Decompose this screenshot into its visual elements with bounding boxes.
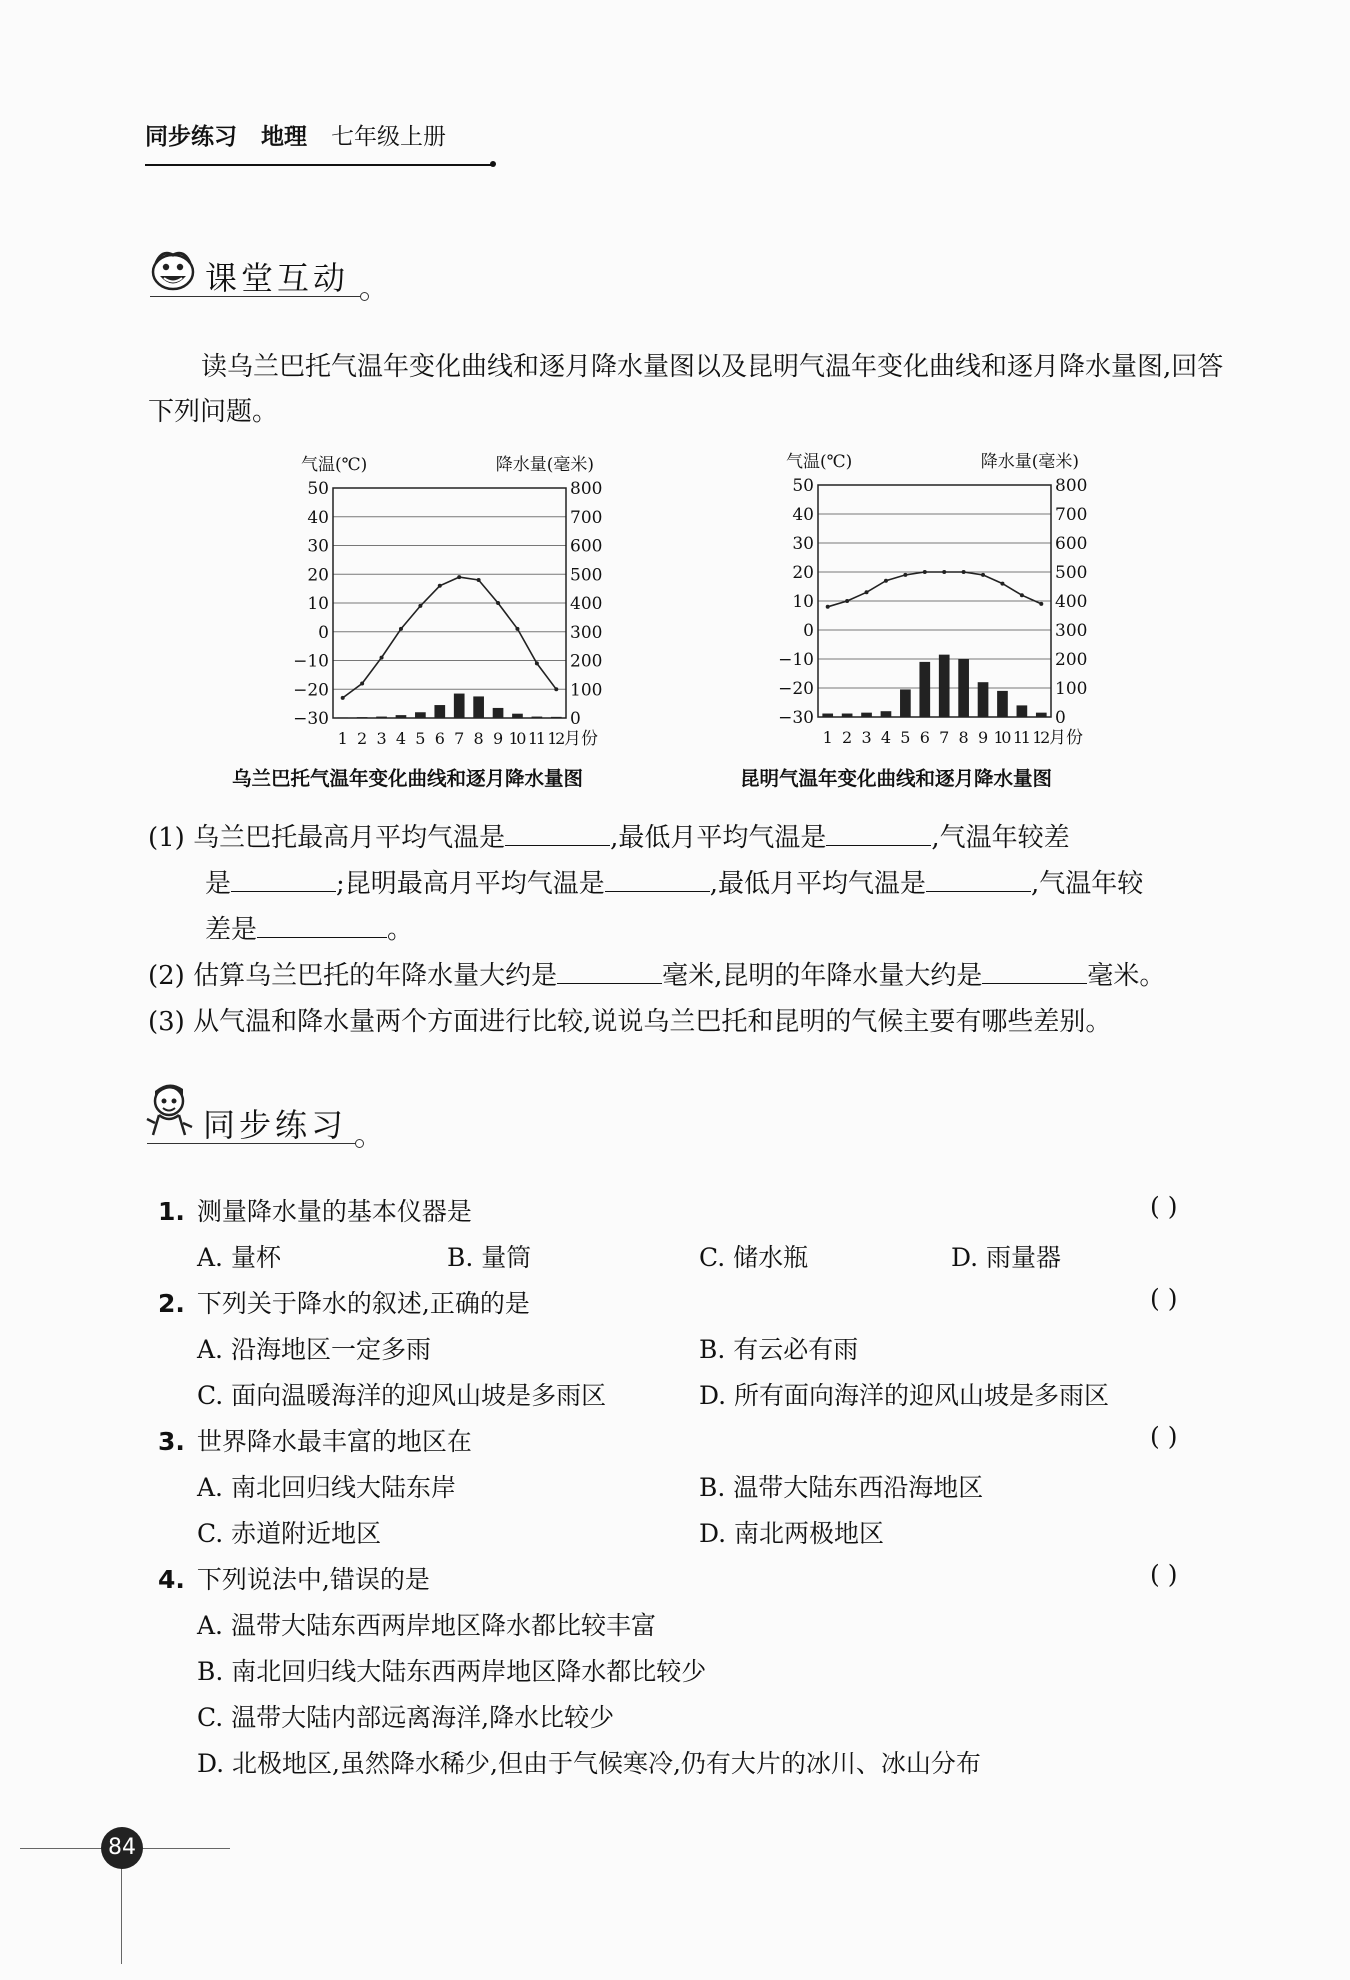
left-tick-label: 0 bbox=[803, 621, 814, 641]
x-axis-title: 月份 bbox=[564, 729, 598, 749]
precipitation-bar bbox=[842, 714, 853, 717]
left-tick-label: 30 bbox=[792, 534, 814, 554]
precipitation-bar bbox=[1017, 705, 1028, 717]
month-tick-label: 10 bbox=[993, 728, 1012, 747]
precipitation-bar bbox=[822, 714, 833, 717]
option-c: C. 面向温暖海洋的迎风山坡是多雨区 bbox=[197, 1381, 607, 1410]
mc-question-2: 2. 下列关于降水的叙述,正确的是 bbox=[158, 1289, 530, 1318]
right-tick-label: 300 bbox=[1055, 621, 1088, 641]
month-tick-label: 5 bbox=[415, 729, 426, 748]
precipitation-bar bbox=[900, 689, 911, 717]
precipitation-bar bbox=[861, 713, 872, 717]
option-b: B. 量筒 bbox=[447, 1243, 532, 1272]
precipitation-bar bbox=[454, 694, 465, 718]
option-d: D. 所有面向海洋的迎风山坡是多雨区 bbox=[699, 1381, 1110, 1410]
answer-parentheses[interactable]: ( ) bbox=[1150, 1560, 1178, 1589]
right-tick-label: 400 bbox=[570, 594, 603, 614]
option-d: D. 南北两极地区 bbox=[699, 1519, 885, 1548]
precipitation-bar bbox=[357, 717, 368, 718]
precipitation-bar bbox=[1036, 713, 1047, 717]
temperature-point bbox=[826, 605, 830, 609]
answer-blank[interactable] bbox=[826, 817, 931, 846]
left-tick-label: −30 bbox=[293, 709, 329, 729]
left-tick-label: −20 bbox=[293, 680, 329, 701]
question-1-line-1: (1) 乌兰巴托最高月平均气温是 ,最低月平均气温是 ,气温年较差 bbox=[148, 815, 1070, 861]
temperature-point bbox=[341, 696, 345, 700]
right-tick-label: 100 bbox=[1055, 679, 1088, 699]
month-tick-label: 2 bbox=[842, 728, 853, 747]
right-tick-label: 100 bbox=[570, 680, 603, 701]
month-tick-label: 11 bbox=[527, 729, 546, 748]
left-tick-label: −20 bbox=[778, 679, 814, 699]
question-3: (3) 从气温和降水量两个方面进行比较,说说乌兰巴托和昆明的气候主要有哪些差别。 bbox=[148, 1007, 1112, 1037]
left-tick-label: −10 bbox=[293, 651, 329, 672]
right-tick-label: 200 bbox=[1055, 650, 1088, 670]
cartoon-kid-icon bbox=[145, 1083, 195, 1139]
option-a: A. 南北回归线大陆东岸 bbox=[197, 1473, 456, 1502]
option-d: D. 北极地区,虽然降水稀少,但由于气候寒冷,仍有大片的冰川、冰山分布 bbox=[197, 1749, 981, 1778]
right-tick-label: 700 bbox=[570, 507, 603, 528]
right-axis-title: 降水量(毫米) bbox=[495, 455, 594, 475]
precipitation-bar bbox=[396, 715, 407, 718]
temperature-curve bbox=[828, 572, 1042, 607]
month-tick-label: 3 bbox=[376, 729, 387, 748]
month-tick-label: 11 bbox=[1012, 728, 1031, 747]
left-axis-title: 气温(℃) bbox=[786, 452, 853, 472]
option-b: B. 南北回归线大陆东西两岸地区降水都比较少 bbox=[197, 1657, 707, 1686]
temperature-point bbox=[903, 573, 907, 577]
temperature-point bbox=[438, 584, 442, 588]
temperature-point bbox=[1000, 582, 1004, 586]
left-tick-label: 50 bbox=[307, 479, 329, 499]
month-tick-label: 9 bbox=[492, 729, 504, 748]
section-underline bbox=[147, 1143, 357, 1144]
left-tick-label: 40 bbox=[307, 507, 329, 528]
precipitation-bar bbox=[532, 717, 543, 718]
question-2: (2) 估算乌兰巴托的年降水量大约是 毫米,昆明的年降水量大约是 毫米。 bbox=[148, 953, 1165, 999]
month-tick-label: 3 bbox=[861, 728, 872, 747]
temperature-point bbox=[845, 599, 849, 603]
mc-question-4: 4. 下列说法中,错误的是 bbox=[158, 1565, 430, 1594]
option-c: C. 温带大陆内部远离海洋,降水比较少 bbox=[197, 1703, 615, 1732]
precipitation-bar bbox=[376, 717, 387, 718]
mc-question-1: 1. 测量降水量的基本仪器是 bbox=[158, 1197, 472, 1226]
right-tick-label: 0 bbox=[570, 709, 581, 729]
right-tick-label: 500 bbox=[570, 565, 603, 586]
precipitation-bar bbox=[978, 682, 989, 717]
temperature-point bbox=[477, 578, 481, 582]
temperature-curve bbox=[343, 577, 557, 698]
x-axis-title: 月份 bbox=[1049, 728, 1083, 748]
temperature-point bbox=[1020, 593, 1024, 597]
option-a: A. 温带大陆东西两岸地区降水都比较丰富 bbox=[197, 1611, 656, 1640]
precipitation-bar bbox=[337, 717, 348, 718]
header-subject: 地理 bbox=[261, 124, 307, 150]
left-tick-label: 30 bbox=[307, 536, 329, 557]
month-tick-label: 2 bbox=[357, 729, 368, 748]
header-series: 同步练习 bbox=[145, 124, 237, 150]
temperature-point bbox=[515, 627, 519, 631]
temperature-point bbox=[496, 601, 500, 605]
temperature-point bbox=[380, 656, 384, 660]
option-c: C. 赤道附近地区 bbox=[197, 1519, 382, 1548]
answer-blank[interactable] bbox=[605, 863, 710, 892]
month-tick-label: 6 bbox=[919, 728, 930, 747]
month-tick-label: 5 bbox=[900, 728, 911, 747]
month-tick-label: 7 bbox=[939, 728, 950, 747]
left-tick-label: 50 bbox=[792, 476, 814, 496]
month-tick-label: 7 bbox=[454, 729, 465, 748]
right-tick-label: 800 bbox=[570, 479, 603, 499]
right-tick-label: 500 bbox=[1055, 563, 1088, 583]
footer-rule-vertical bbox=[121, 1868, 122, 1964]
section-underline-end bbox=[355, 1139, 364, 1148]
month-tick-label: 10 bbox=[508, 729, 527, 748]
left-tick-label: 10 bbox=[792, 592, 814, 612]
precipitation-bar bbox=[434, 705, 445, 718]
precipitation-bar bbox=[958, 659, 969, 717]
answer-parentheses[interactable]: ( ) bbox=[1150, 1192, 1178, 1221]
answer-parentheses[interactable]: ( ) bbox=[1150, 1422, 1178, 1451]
precipitation-bar bbox=[919, 662, 930, 717]
intro-paragraph: 读乌兰巴托气温年变化曲线和逐月降水量图以及昆明气温年变化曲线和逐月降水量图,回答下列问题。 bbox=[148, 352, 1224, 427]
temperature-point bbox=[457, 575, 461, 579]
left-tick-label: −10 bbox=[778, 650, 814, 670]
left-axis-title: 气温(℃) bbox=[301, 455, 368, 475]
answer-blank[interactable] bbox=[557, 955, 662, 984]
precipitation-bar bbox=[939, 655, 950, 717]
temperature-point bbox=[554, 687, 558, 691]
temperature-point bbox=[399, 627, 403, 631]
precipitation-bar bbox=[512, 714, 523, 718]
month-tick-label: 9 bbox=[977, 728, 989, 747]
precipitation-bar bbox=[415, 712, 426, 718]
temperature-point bbox=[884, 579, 888, 583]
left-tick-label: 0 bbox=[318, 622, 329, 643]
left-tick-label: 20 bbox=[307, 565, 329, 586]
temperature-point bbox=[923, 570, 927, 574]
kunming-chart-caption: 昆明气温年变化曲线和逐月降水量图 bbox=[740, 767, 1053, 790]
month-tick-label: 4 bbox=[880, 728, 892, 747]
right-tick-label: 800 bbox=[1055, 476, 1088, 496]
precipitation-bar bbox=[551, 717, 562, 718]
precipitation-bar bbox=[997, 691, 1008, 717]
option-a: A. 量杯 bbox=[197, 1243, 281, 1272]
answer-blank[interactable] bbox=[505, 817, 610, 846]
answer-blank[interactable] bbox=[231, 863, 336, 892]
question-1-line-3: 差是 。 bbox=[205, 907, 413, 953]
climate-charts bbox=[0, 0, 1350, 760]
option-a: A. 沿海地区一定多雨 bbox=[197, 1335, 431, 1364]
month-tick-label: 6 bbox=[434, 729, 445, 748]
right-tick-label: 600 bbox=[570, 536, 603, 557]
ulaanbaatar-climate-chart bbox=[293, 455, 602, 749]
right-tick-label: 0 bbox=[1055, 708, 1066, 728]
month-tick-label: 12 bbox=[1032, 728, 1051, 747]
temperature-point bbox=[418, 604, 422, 608]
temperature-point bbox=[535, 661, 539, 665]
left-tick-label: 40 bbox=[792, 505, 814, 525]
temperature-point bbox=[360, 682, 364, 686]
temperature-point bbox=[942, 570, 946, 574]
kunming-climate-chart bbox=[778, 452, 1087, 748]
left-tick-label: 10 bbox=[307, 594, 329, 614]
right-tick-label: 300 bbox=[570, 622, 603, 643]
left-tick-label: −30 bbox=[778, 708, 814, 728]
answer-parentheses[interactable]: ( ) bbox=[1150, 1284, 1178, 1313]
precipitation-bar bbox=[473, 696, 484, 718]
month-tick-label: 8 bbox=[958, 728, 969, 747]
ulaanbaatar-chart-caption: 乌兰巴托气温年变化曲线和逐月降水量图 bbox=[232, 767, 584, 790]
month-tick-label: 8 bbox=[473, 729, 484, 748]
answer-blank[interactable] bbox=[982, 955, 1087, 984]
right-tick-label: 700 bbox=[1055, 505, 1088, 525]
header-grade: 七年级上册 bbox=[331, 124, 446, 150]
option-c: C. 储水瓶 bbox=[699, 1243, 809, 1272]
answer-blank[interactable] bbox=[257, 909, 387, 938]
option-b: B. 有云必有雨 bbox=[699, 1335, 859, 1364]
month-tick-label: 1 bbox=[822, 728, 833, 747]
option-d: D. 雨量器 bbox=[951, 1243, 1062, 1272]
mc-question-3: 3. 世界降水最丰富的地区在 bbox=[158, 1427, 472, 1456]
precipitation-bar bbox=[493, 708, 504, 718]
answer-blank[interactable] bbox=[926, 863, 1031, 892]
temperature-point bbox=[962, 570, 966, 574]
section-title-practice: 同步练习 bbox=[203, 1106, 348, 1144]
month-tick-label: 4 bbox=[395, 729, 407, 748]
right-tick-label: 400 bbox=[1055, 592, 1088, 612]
left-tick-label: 20 bbox=[792, 563, 814, 583]
month-tick-label: 1 bbox=[337, 729, 348, 748]
temperature-point bbox=[865, 590, 869, 594]
temperature-point bbox=[981, 573, 985, 577]
right-tick-label: 600 bbox=[1055, 534, 1088, 554]
option-b: B. 温带大陆东西沿海地区 bbox=[699, 1473, 984, 1502]
section-title-classroom: 课堂互动 bbox=[205, 259, 350, 297]
month-tick-label: 12 bbox=[547, 729, 566, 748]
precipitation-bar bbox=[881, 711, 892, 717]
page-number: 84 bbox=[101, 1827, 143, 1869]
right-axis-title: 降水量(毫米) bbox=[980, 452, 1079, 472]
temperature-point bbox=[1039, 602, 1043, 606]
right-tick-label: 200 bbox=[570, 651, 603, 672]
question-1-line-2: 是 ;昆明最高月平均气温是 ,最低月平均气温是 ,气温年较 bbox=[205, 861, 1143, 907]
